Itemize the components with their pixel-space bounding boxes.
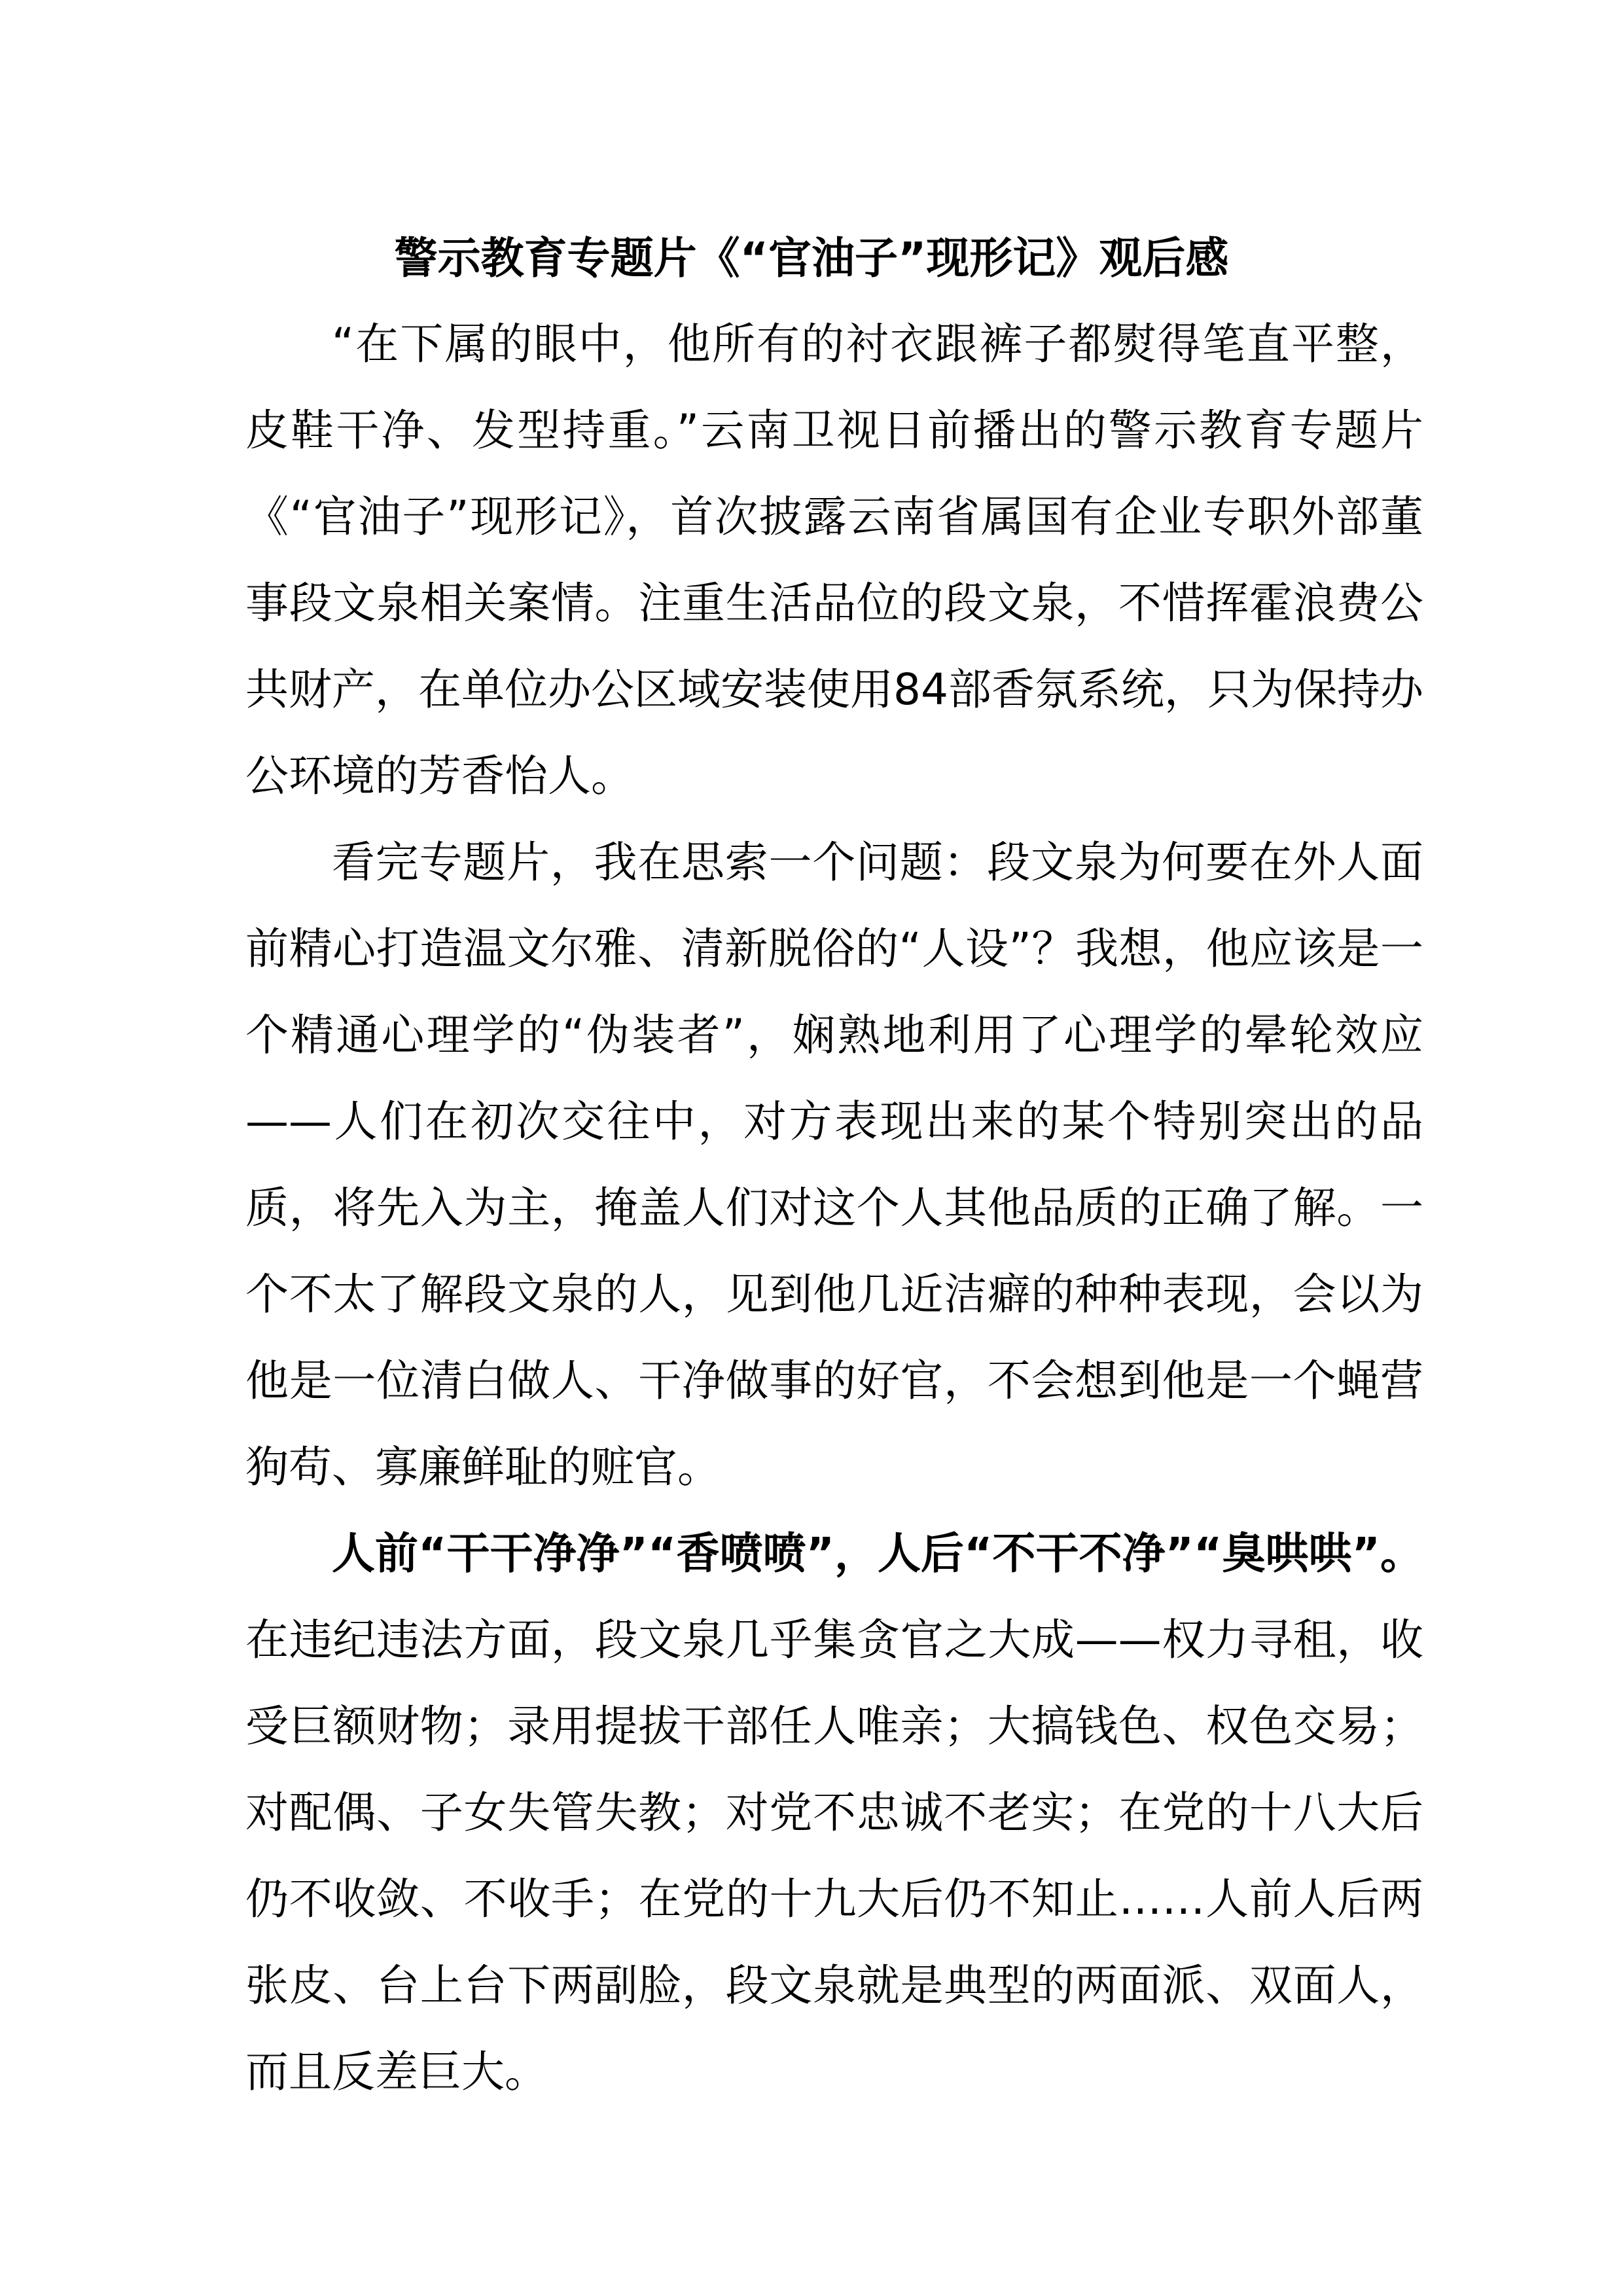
- paragraph-3-text: 在违纪违法方面，段文泉几乎集贪官之大成——权力寻租，收受巨额财物；录用提拔干部任人唯亲；大搞钱色、权色交易；对配偶、子女失管失教；对党不忠诚不老实；在党的十八大后仍不收敛、不收手；在党的十九大后仍不知止……人前人后两张皮、台上台下两副脸，段文泉就是典型的两面派、双面人，而且反差巨大。: [245, 1615, 1423, 2097]
- paragraph-1-text: “在下属的眼中，他所有的衬衣跟裤子都熨得笔直平整，皮鞋干净、发型持重。”云南卫视日前播出的警示教育专题片《“官油子”现形记》，首次披露云南省属国有企业专职外部董事段文泉相关案情。注重生活品位的段文泉，不惜挥霍浪费公共财产，在单位办公区域安装使用84部香氛系统，只为保持办公环境的芳香怡人。: [245, 319, 1423, 801]
- paragraph-3: [245, 1511, 1423, 2115]
- document-body: [245, 301, 1423, 2115]
- paragraph-3-lead: 人前“干干净净”“香喷喷”，人后“不干不净”“臭哄哄”。: [332, 1528, 1423, 1579]
- paragraph-2-text: 看完专题片，我在思索一个问题：段文泉为何要在外人面前精心打造温文尔雅、清新脱俗的“人设”？我想，他应该是一个精通心理学的“伪装者”，娴熟地利用了心理学的晕轮效应——人们在初次交往中，对方表现出来的某个特别突出的品质，将先入为主，掩盖人们对这个人其他品质的正确了解。一个不太了解段文泉的人，见到他几近洁癖的种种表现，会以为他是一位清白做人、干净做事的好官，不会想到他是一个蝇营狗苟、寡廉鲜耻的赃官。: [245, 837, 1423, 1492]
- paragraph-2: [245, 819, 1423, 1511]
- paragraph-1: [245, 301, 1423, 819]
- document-title: 警示教育专题片《“官油子”现形记》观后感: [394, 233, 1229, 283]
